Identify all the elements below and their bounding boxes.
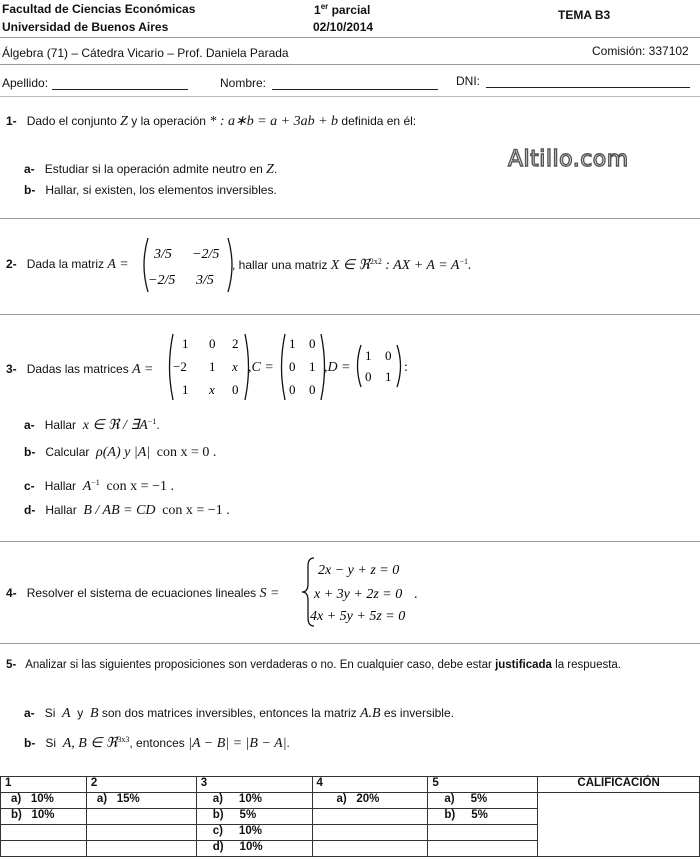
q4-divider <box>0 643 700 644</box>
math-cond: X ∈ ℜ <box>330 258 370 273</box>
math-set: Z <box>120 114 128 129</box>
question-text: Dadas las matrices <box>26 362 129 376</box>
math-sup: −1 <box>147 417 157 426</box>
q5-item-b <box>24 735 290 752</box>
header-cell: 1 <box>1 777 87 793</box>
item-math: B / AB = CD <box>83 503 156 518</box>
item-math: Z <box>266 162 274 177</box>
equation-system <box>302 556 432 628</box>
question-number: 2- <box>6 257 17 271</box>
item-label: d- <box>24 503 36 517</box>
question-3 <box>6 362 153 378</box>
apellido-label: Apellido: <box>2 76 49 90</box>
math-sup: 3x3 <box>117 735 130 744</box>
header-cell: 5 <box>428 777 538 793</box>
calificacion-header: CALIFICACIÓN <box>538 777 700 793</box>
item-letter: b) <box>444 809 456 821</box>
item-end: . <box>156 418 160 432</box>
grade-cell <box>86 825 196 841</box>
item-letter: a) <box>212 793 223 805</box>
item-text: Si <box>44 706 56 720</box>
question-number: 3- <box>6 362 17 376</box>
matrix-cell: 0 <box>232 382 239 397</box>
item-end: . <box>286 736 290 750</box>
item-math: A <box>62 706 71 721</box>
item-text: , entonces <box>129 736 185 750</box>
math-end: . <box>468 258 472 273</box>
grade-cell <box>312 825 428 841</box>
matrix-cell: 2 <box>232 336 239 351</box>
grading-table <box>0 776 700 857</box>
question-number: 5- <box>6 659 17 671</box>
item-weight: 5% <box>239 809 257 821</box>
math-sup: −1 <box>91 478 100 487</box>
item-letter: d) <box>212 841 224 853</box>
matrix-cell: 3/5 <box>154 247 172 262</box>
question-text: la respuesta. <box>555 659 622 671</box>
matrix-d-q3 <box>354 343 404 389</box>
q1-item-a <box>24 162 277 178</box>
university-name: Universidad de Buenos Aires <box>2 20 169 34</box>
apellido-field[interactable] <box>52 89 188 90</box>
item-letter: a) <box>11 793 22 805</box>
question-text: , hallar una matriz <box>232 258 328 272</box>
matrix-name: A = <box>132 362 154 377</box>
matrix-cell: −2 <box>173 359 187 374</box>
item-math: |A − B| = |B − A| <box>188 736 287 751</box>
question-1 <box>6 113 416 130</box>
q1-item-b <box>24 183 277 197</box>
exam-title <box>314 2 370 17</box>
item-text: y <box>77 706 84 720</box>
grade-cell <box>1 809 87 825</box>
math-sup: 2x2 <box>369 257 382 266</box>
item-cond: con x = −1 . <box>106 479 174 494</box>
grade-cell <box>428 841 538 857</box>
equation: 4x + 5y + 5z = 0 <box>310 609 406 624</box>
item-label: a- <box>24 706 35 720</box>
tema-label: TEMA B3 <box>558 8 611 22</box>
item-math: x ∈ ℜ / ∃A <box>82 418 148 433</box>
item-text: Hallar, si existen, los elementos inversibles. <box>45 183 277 197</box>
matrix-cell: 3/5 <box>196 273 214 288</box>
matrix-cell: 1 <box>385 369 392 384</box>
matrix-cell: x <box>232 359 238 374</box>
grade-cell <box>1 825 87 841</box>
item-text: Calcular <box>45 445 90 459</box>
table-row <box>1 793 700 809</box>
exam-number-sup: er <box>320 2 329 11</box>
exam-date: 02/10/2014 <box>313 20 374 34</box>
matrix-cell: 1 <box>289 336 296 351</box>
matrix-cell: −2/5 <box>192 247 220 262</box>
q3-item-a <box>24 417 160 434</box>
header-cell: 4 <box>312 777 428 793</box>
q2-divider <box>0 314 700 315</box>
grade-cell <box>86 809 196 825</box>
item-text: Hallar <box>44 479 77 493</box>
q3-item-b <box>24 445 216 461</box>
matrix-c-name: ,C = <box>248 360 274 375</box>
item-text: Hallar <box>44 418 77 432</box>
exam-word: parcial <box>331 3 371 17</box>
grade-cell <box>86 793 196 809</box>
math-operation: * : a∗b = a + 3ab + b <box>209 114 339 129</box>
matrix-d-name: ,D = <box>324 360 351 375</box>
item-letter: b) <box>212 809 224 821</box>
equation: 2x − y + z = 0 <box>318 563 400 578</box>
item-weight: 10% <box>31 809 55 821</box>
item-math: A.B <box>359 706 381 721</box>
question-number: 1- <box>6 114 17 128</box>
matrix-cell: 1 <box>309 359 316 374</box>
dni-label: DNI: <box>456 74 480 88</box>
table-header-row <box>1 777 700 793</box>
matrix-cell: 0 <box>309 336 316 351</box>
item-letter: a) <box>96 793 108 805</box>
item-weight: 10% <box>238 825 262 837</box>
q1-divider <box>0 218 700 219</box>
header-cell: 3 <box>196 777 312 793</box>
matrix-cell: 0 <box>385 348 392 363</box>
matrix-cell: 1 <box>365 348 372 363</box>
item-cond: con x = 0 . <box>156 445 217 460</box>
item-math: A <box>82 479 92 494</box>
comision-info: Comisión: 337102 <box>592 44 689 58</box>
question-text: y la operación <box>131 114 206 128</box>
equation: x + 3y + 2z = 0 <box>314 587 403 602</box>
matrix-cell: 0 <box>289 359 296 374</box>
item-weight: 5% <box>470 793 488 805</box>
course-divider <box>0 64 700 65</box>
item-text: Si <box>45 736 57 750</box>
math-sup: −1 <box>459 257 468 266</box>
grade-cell <box>196 841 312 857</box>
question-text: Dado el conjunto <box>26 114 117 128</box>
grade-cell <box>196 793 312 809</box>
nombre-label: Nombre: <box>220 76 267 90</box>
item-weight: 10% <box>239 841 263 853</box>
item-label: a- <box>24 162 35 176</box>
nombre-field[interactable] <box>272 89 438 90</box>
header-cell: 2 <box>86 777 196 793</box>
q5-item-a <box>24 706 454 722</box>
item-weight: 15% <box>116 793 140 805</box>
matrix-a-q2 <box>140 236 236 294</box>
item-text: Estudiar si la operación admite neutro en <box>44 162 263 176</box>
q3-item-d <box>24 503 230 519</box>
dni-field[interactable] <box>486 87 690 88</box>
question-text: Analizar si las siguientes proposiciones son verdaderas o no. En cualquier caso, debe estar <box>25 659 492 671</box>
item-label: a- <box>24 418 35 432</box>
grade-cell <box>312 841 428 857</box>
question-number: 4- <box>6 586 17 600</box>
system-name: S = <box>259 586 280 601</box>
item-math: B <box>89 706 99 721</box>
question-text: Dada la matriz <box>26 257 105 271</box>
grade-cell <box>312 793 428 809</box>
matrix-a-q3 <box>166 332 252 402</box>
matrix-name: A = <box>107 257 129 272</box>
id-divider <box>0 96 700 97</box>
item-weight: 20% <box>356 793 380 805</box>
grade-cell <box>312 809 428 825</box>
item-text: es inversible. <box>383 706 454 720</box>
matrix-cell: 0 <box>289 382 296 397</box>
matrix-cell: 1 <box>182 336 189 351</box>
question-4 <box>6 586 279 602</box>
matrix-cell: x <box>209 382 215 397</box>
item-letter: a) <box>336 793 347 805</box>
item-label: c- <box>24 479 35 493</box>
matrix-cell: 0 <box>209 336 216 351</box>
grade-cell <box>196 809 312 825</box>
item-label: b- <box>24 736 36 750</box>
matrix-c-q3 <box>278 332 328 402</box>
calificacion-cell[interactable] <box>538 793 700 857</box>
grade-cell <box>428 825 538 841</box>
q3-item-c <box>24 478 174 495</box>
item-math: ρ(A) y |A| <box>96 445 151 460</box>
exam-number: 1 <box>314 3 321 17</box>
item-cond: con x = −1 . <box>162 503 230 518</box>
question-text-emphasis: justificada <box>495 659 552 671</box>
question-5 <box>6 659 621 671</box>
grade-cell <box>86 841 196 857</box>
grade-cell <box>196 825 312 841</box>
question-2 <box>6 257 129 273</box>
question-text: definida en él: <box>341 114 417 128</box>
q2-condition <box>232 257 472 274</box>
item-letter: c) <box>212 825 223 837</box>
item-label: b- <box>24 183 36 197</box>
matrix-cell: 1 <box>182 382 189 397</box>
item-weight: 5% <box>471 809 488 821</box>
item-letter: a) <box>444 793 455 805</box>
question-text: Resolver el sistema de ecuaciones lineales <box>26 586 257 600</box>
item-end: . <box>273 162 278 176</box>
matrix-cell: 0 <box>309 382 316 397</box>
grade-cell <box>1 793 87 809</box>
header-divider <box>0 37 700 38</box>
item-label: b- <box>24 445 36 459</box>
watermark-logo: Altillo.com <box>508 147 629 172</box>
item-weight: 10% <box>238 793 262 805</box>
q3-colon: : <box>404 360 408 375</box>
course-info: Álgebra (71) – Cátedra Vicario – Prof. Daniela Parada <box>2 46 289 60</box>
matrix-cell: 1 <box>209 359 216 374</box>
matrix-cell: 0 <box>365 369 372 384</box>
grade-cell <box>428 793 538 809</box>
grade-cell <box>1 841 87 857</box>
item-weight: 10% <box>30 793 54 805</box>
item-text: Hallar <box>45 503 77 517</box>
item-letter: b) <box>11 809 22 821</box>
matrix-cell: −2/5 <box>148 273 176 288</box>
equation-end: . <box>414 587 418 602</box>
item-math: A, B ∈ ℜ <box>62 736 118 751</box>
q3-divider <box>0 541 700 542</box>
grade-cell <box>428 809 538 825</box>
math-equation: : AX + A = A <box>385 258 460 273</box>
faculty-name: Facultad de Ciencias Económicas <box>2 2 196 16</box>
item-text: son dos matrices inversibles, entonces la matriz <box>101 706 357 720</box>
